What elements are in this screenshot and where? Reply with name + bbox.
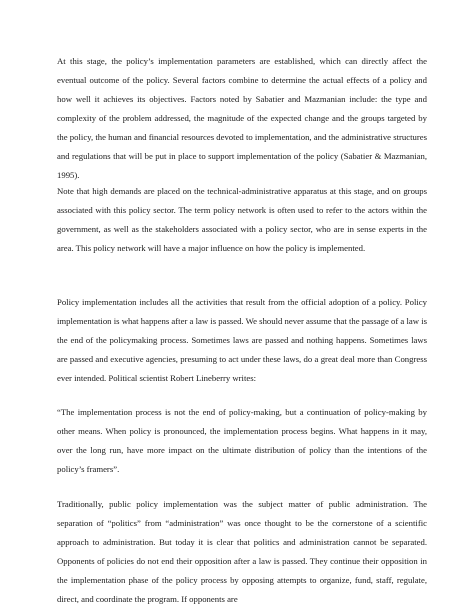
paragraph-policy-network: Note that high demands are placed on the technical-administrative apparatus at this stage, and on groups associated with this policy sector. The term policy network is often used to refer to the actors within the government, as well as the stakeholders associated with a policy sector, who are in sense experts in the area. This policy network will have a major influence on how the policy is implemented. [57,186,427,253]
paragraph-policy-implementation: Policy implementation includes all the activities that result from the official adoption of a policy. Policy implementation is what happens after a law is passed. We should never assume that the passage of a law is the end of the policymaking process. Sometimes laws are passed and nothing happens. Sometimes laws are passed and executive agencies, presuming to act under these laws, do a great deal more than Congress ever intended. Political scientist Robert Lineberry writes: [57,297,427,383]
paragraph-implementation-parameters: At this stage, the policy’s implementation parameters are established, which can directly affect the eventual outcome of the policy. Several factors combine to determine the actual effects of a policy and how well it achieves its objectives. Factors noted by Sabatier and Mazmanian include: the type and complexity of the problem addressed, the magnitude of the expected change and the groups targeted by the policy, the human and financial resources devoted to implementation, and the administrative structures and regulations that will be put in place to support implementation of the policy (Sabatier & Mazmanian, 1995). [57,56,427,180]
paragraph-public-administration: Traditionally, public policy implementation was the subject matter of public administration. The separation of “politics” from “administration” was once thought to be the cornerstone of a scientific approach to administration. But today it is clear that politics and administration cannot be separated. Opponents of policies do not end their opposition after a law is passed. They continue their opposition in the implementation phase of the policy process by opposing attempts to organize, fund, staff, regulate, direct, and coordinate the program. If opponents are [57,499,427,604]
paragraph-lineberry-quote: “The implementation process is not the end of policy-making, but a continuation of policy-making by other means. When policy is pronounced, the implementation process begins. What happens in it may, over the long run, have more impact on the ultimate distribution of policy than the intentions of the policy’s framers”. [57,407,427,474]
